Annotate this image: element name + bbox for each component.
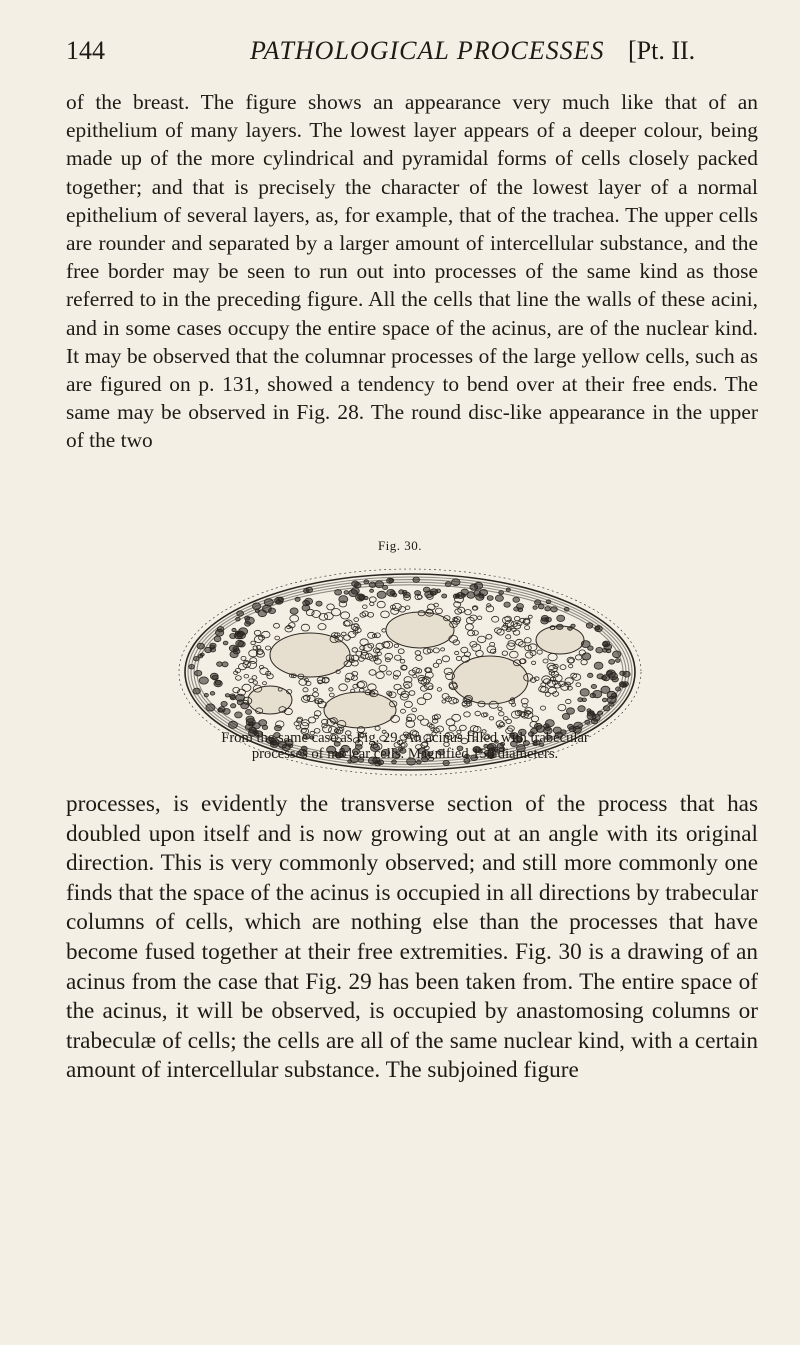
caption-line-2: processes of nuclear cells. Magnified 150 diameters. <box>251 746 559 762</box>
running-title: PATHOLOGICAL PROCESSES <box>250 36 605 65</box>
body-paragraph-1: of the breast. The figure shows an appearance very much like that of an epithelium of many layers. The lowest layer appears of a deeper colour, being made up of the more cylindrical and pyramidal forms of cells closely packed together; and that is precisely the character of the lowest layer of a normal epithelium of several layers, as, for example, that of the trachea. The upper cells are rounder and separated by a larger amount of intercellular substance, and the free border may be seen to run out into processes of the same kind as those referred to in the preceding figure. All the cells that line the walls of these acini, and in some cases occupy the entire space of the acinus, are of the nuclear kind. It may be observed that the columnar processes of the large yellow cells, such as are figured on p. 131, showed a tendency to bend over at their free ends. The same may be observed in Fig. 28. The round disc-like appearance in the upper of the two <box>66 90 758 453</box>
body-paragraph-2: processes, is evidently the transverse section of the process that has doubled upon itself and is now growing out at an angle with its original direction. This is very commonly observed; and still more commonly one finds that the space of the acinus is occupied in all directions by trabecular columns of cells, which are nothing else than the processes that have become fused together at their free extremities. Fig. 30 is a drawing of an acinus from the case that Fig. 29 has been taken from. The entire space of the acinus, it will be observed, is occupied by anastomosing columns or trabeculæ of cells; the cells are all of the same nuclear kind, with a certain amount of intercellular substance. The subjoined figure <box>66 791 758 1084</box>
figure-caption <box>150 730 660 762</box>
running-header <box>66 30 766 70</box>
page-number: 144 <box>66 36 105 65</box>
part-label: [Pt. II. <box>628 36 696 65</box>
caption-line-1: From the same case as Fig. 29. An acinus filled with trabecular <box>221 730 589 746</box>
figure-label: Fig. 30. <box>377 538 423 553</box>
